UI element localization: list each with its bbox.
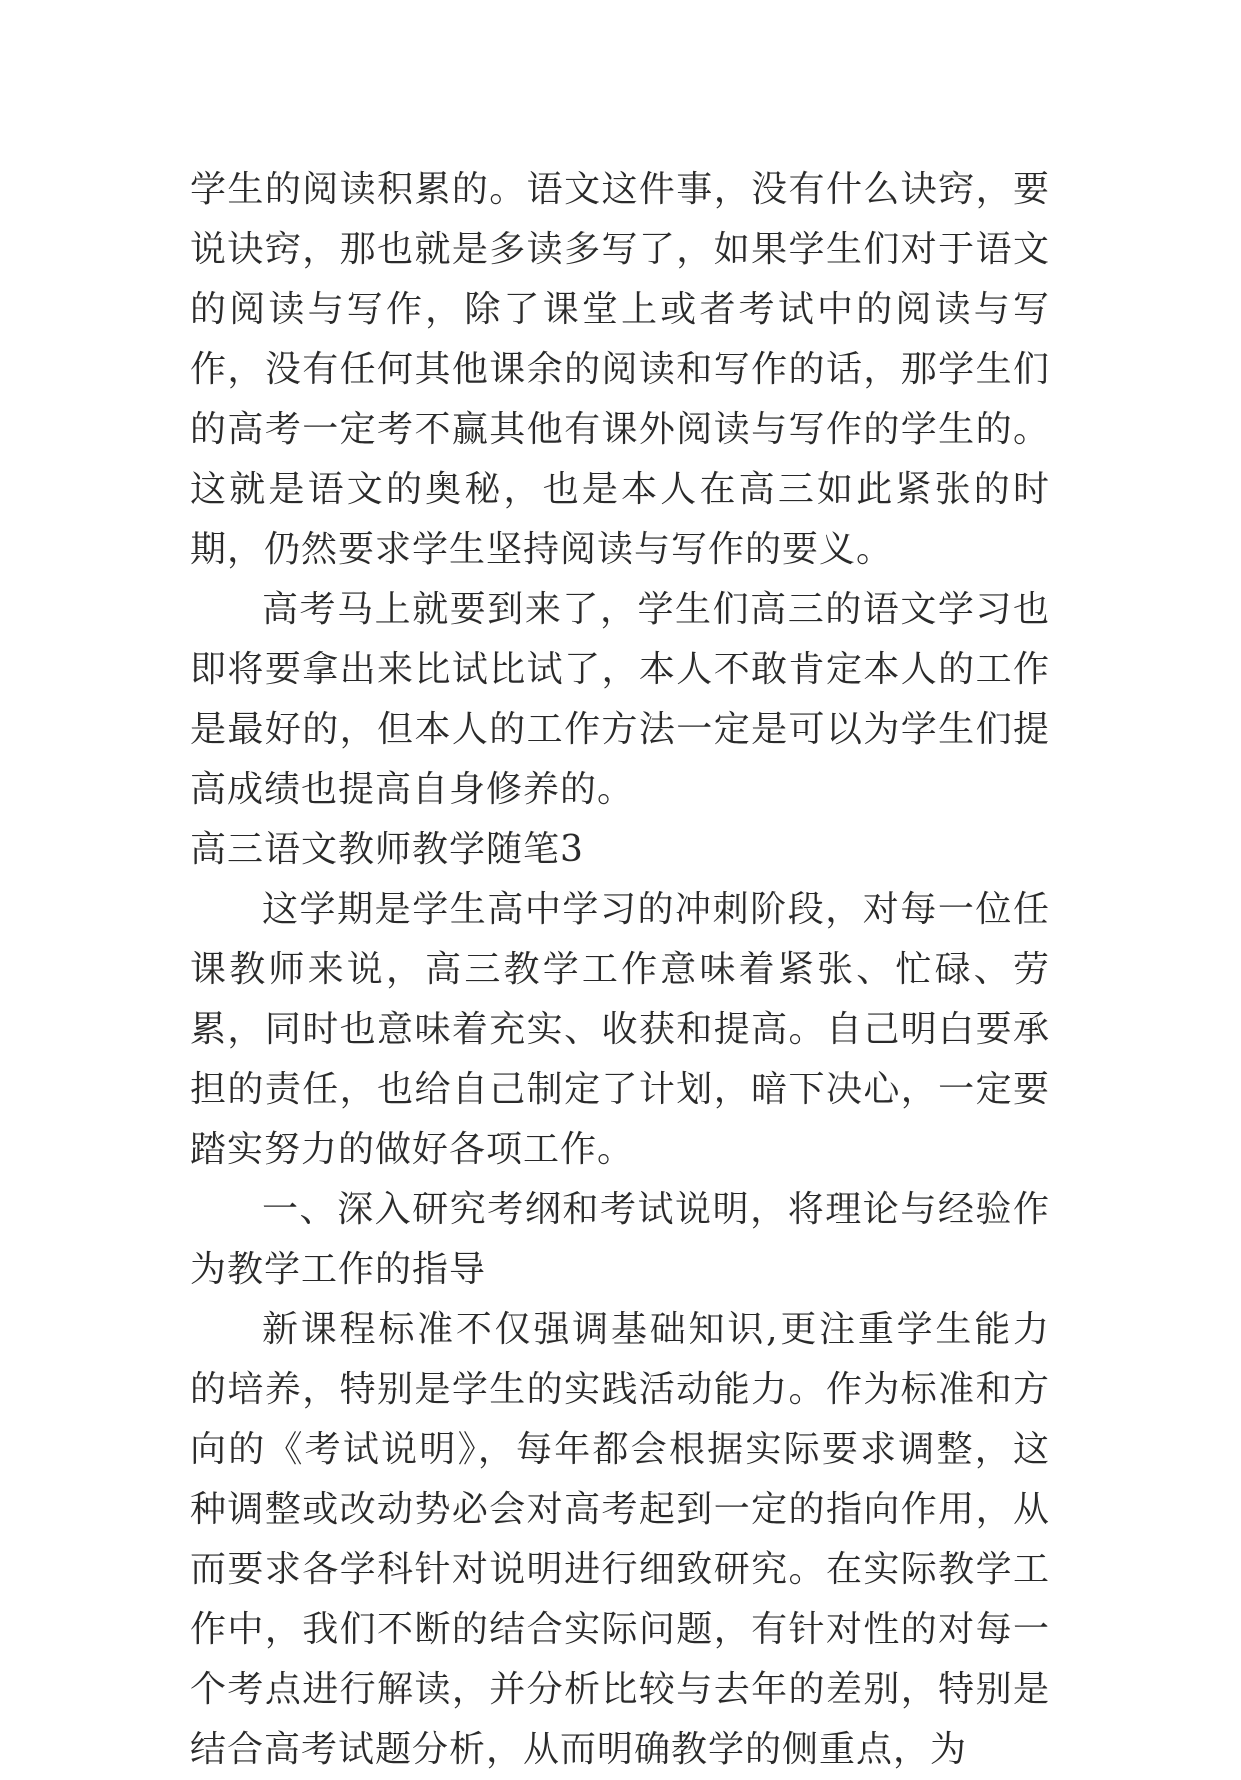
paragraph-intro: 这学期是学生高中学习的冲刺阶段，对每一位任课教师来说，高三教学工作意味着紧张、忙碌、劳累，同时也意味着充实、收获和提高。自己明白要承担的责任，也给自己制定了计划，暗下决心，一定要踏实努力的做好各项工作。 xyxy=(190,889,1050,1170)
paragraph-continued: 学生的阅读积累的。语文这件事，没有什么诀窍，要说诀窍，那也就是多读多写了，如果学生们对于语文的阅读与写作，除了课堂上或者考试中的阅读与写作，没有任何其他课余的阅读和写作的话，那学生们的高考一定考不赢其他有课外阅读与写作的学生的。这就是语文的奥秘，也是本人在高三如此紧张的时期，仍然要求学生坚持阅读与写作的要义。 xyxy=(190,169,1050,570)
document-body xyxy=(190,160,1050,1780)
paragraph-body: 新课程标准不仅强调基础知识,更注重学生能力的培养，特别是学生的实践活动能力。作为标准和方向的《考试说明》，每年都会根据实际要求调整，这种调整或改动势必会对高考起到一定的指向作用，从而要求各学科针对说明进行细致研究。在实际教学工作中，我们不断的结合实际问题，有针对性的对每一个考点进行解读，并分析比较与去年的差别，特别是结合高考试题分析，从而明确教学的侧重点，为 xyxy=(190,1309,1050,1770)
paragraph-conclusion: 高考马上就要到来了，学生们高三的语文学习也即将要拿出来比试比试了，本人不敢肯定本人的工作是最好的，但本人的工作方法一定是可以为学生们提高成绩也提高自身修养的。 xyxy=(190,589,1050,810)
paragraph-subheading: 一、深入研究考纲和考试说明，将理论与经验作为教学工作的指导 xyxy=(190,1189,1050,1290)
section-title: 高三语文教师教学随笔3 xyxy=(190,829,584,870)
